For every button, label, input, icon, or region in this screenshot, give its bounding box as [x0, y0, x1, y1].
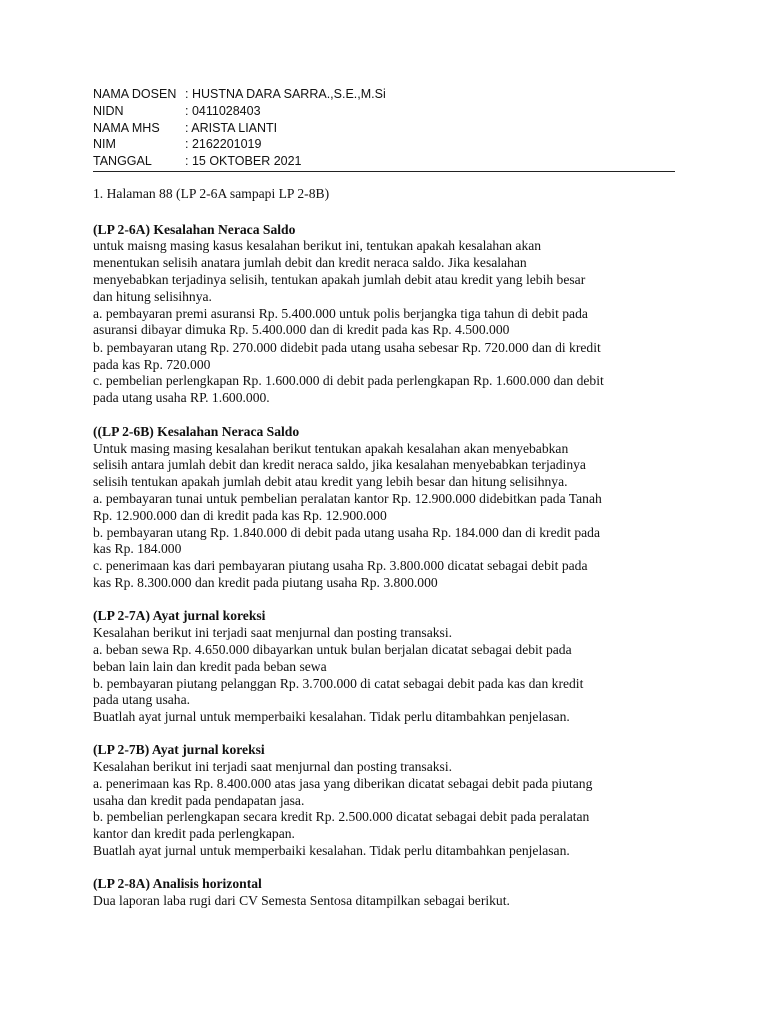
paragraph-line: selisih tentukan apakah jumlah debit atau kredit yang lebih besar dan hitung selisihnya. [93, 474, 568, 489]
paragraph-line: menentukan selisih anatara jumlah debit dan kredit neraca saldo. Jika kesalahan [93, 255, 527, 270]
info-row-dosen [93, 86, 675, 103]
paragraph-line: pada kas Rp. 720.000 [93, 357, 211, 372]
paragraph-line: Rp. 12.900.000 dan di kredit pada kas Rp. 12.900.000 [93, 508, 387, 523]
paragraph-line: Dua laporan laba rugi dari CV Semesta Sentosa ditampilkan sebagai berikut. [93, 893, 510, 908]
paragraph-line: kas Rp. 8.300.000 dan kredit pada piutang usaha Rp. 3.800.000 [93, 575, 438, 590]
info-value: : HUSTNA DARA SARRA.,S.E.,M.Si [185, 87, 386, 101]
intro-line: 1. Halaman 88 (LP 2-6A sampapi LP 2-8B) [93, 186, 330, 201]
paragraph-line: selisih antara jumlah debit dan kredit neraca saldo, jika kesalahan menyebabkan terjadinya [93, 457, 586, 472]
info-label: NAMA DOSEN [93, 87, 177, 101]
section-title: (LP 2-6A) Kesalahan Neraca Saldo [93, 222, 296, 237]
section-title: (LP 2-8A) Analisis horizontal [93, 876, 262, 891]
info-row-mhs [93, 120, 675, 137]
paragraph-line: Kesalahan berikut ini terjadi saat menjurnal dan posting transaksi. [93, 759, 452, 774]
paragraph-line: pada utang usaha RP. 1.600.000. [93, 390, 270, 405]
paragraph-line: kas Rp. 184.000 [93, 541, 182, 556]
paragraph-line: b. pembayaran utang Rp. 1.840.000 di debit pada utang usaha Rp. 184.000 dan di kredit pada [93, 525, 601, 540]
info-label: TANGGAL [93, 154, 152, 169]
paragraph-line: c. penerimaan kas dari pembayaran piutang usaha Rp. 3.800.000 dicatat sebagai debit pada [93, 558, 588, 573]
header-divider [93, 171, 675, 172]
paragraph-line: a. pembayaran premi asuransi Rp. 5.400.000 untuk polis berjangka tiga tahun di debit pada [93, 306, 588, 321]
paragraph-line: c. pembelian perlengkapan Rp. 1.600.000 di debit pada perlengkapan Rp. 1.600.000 dan debit [93, 373, 604, 388]
info-value: : 0411028403 [185, 103, 261, 118]
paragraph-line: asuransi dibayar dimuka Rp. 5.400.000 dan di kredit pada kas Rp. 4.500.000 [93, 322, 510, 337]
info-value: : 15 OKTOBER 2021 [185, 154, 302, 169]
paragraph-line: b. pembayaran piutang pelanggan Rp. 3.700.000 di catat sebagai debit pada kas dan kredit [93, 676, 584, 691]
paragraph-line: b. pembayaran utang Rp. 270.000 didebit pada utang usaha sebesar Rp. 720.000 dan di kredit [93, 340, 601, 355]
info-label: NIDN [93, 103, 124, 118]
info-row-tanggal [93, 153, 675, 170]
paragraph-line: a. penerimaan kas Rp. 8.400.000 atas jasa yang diberikan dicatat sebagai debit pada piutang [93, 776, 593, 791]
paragraph-line: usaha dan kredit pada pendapatan jasa. [93, 793, 305, 808]
paragraph-line: dan hitung selisihnya. [93, 289, 212, 304]
paragraph-line: Buatlah ayat jurnal untuk memperbaiki kesalahan. Tidak perlu ditambahkan penjelasan. [93, 709, 570, 724]
paragraph-line: a. beban sewa Rp. 4.650.000 dibayarkan untuk bulan berjalan dicatat sebagai debit pada [93, 642, 572, 657]
info-value: : 2162201019 [185, 137, 262, 152]
info-row-nim [93, 136, 675, 153]
paragraph-line: untuk maisng masing kasus kesalahan berikut ini, tentukan apakah kesalahan akan [93, 238, 542, 253]
paragraph-line: Untuk masing masing kesalahan berikut tentukan apakah kesalahan akan menyebabkan [93, 441, 569, 456]
section-title: ((LP 2-6B) Kesalahan Neraca Saldo [93, 424, 300, 439]
paragraph-line: b. pembelian perlengkapan secara kredit Rp. 2.500.000 dicatat sebagai debit pada peralatan [93, 809, 590, 824]
paragraph-line: Buatlah ayat jurnal untuk memperbaiki kesalahan. Tidak perlu ditambahkan penjelasan. [93, 843, 570, 858]
info-row-nidn [93, 103, 675, 120]
section-title: (LP 2-7B) Ayat jurnal koreksi [93, 742, 265, 757]
info-label: NIM [93, 137, 116, 152]
paragraph-line: a. pembayaran tunai untuk pembelian peralatan kantor Rp. 12.900.000 didebitkan pada Tanah [93, 491, 602, 506]
paragraph-line: menyebabkan terjadinya selisih, tentukan apakah jumlah debit atau kredit yang lebih besar [93, 272, 586, 287]
paragraph-line: pada utang usaha. [93, 692, 191, 707]
paragraph-line: beban lain lain dan kredit pada beban sewa [93, 659, 327, 674]
info-value: : ARISTA LIANTI [185, 120, 278, 135]
paragraph-line: Kesalahan berikut ini terjadi saat menjurnal dan posting transaksi. [93, 625, 452, 640]
info-label: NAMA MHS [93, 120, 160, 135]
section-title: (LP 2-7A) Ayat jurnal koreksi [93, 608, 266, 623]
student-info-header [93, 86, 675, 170]
paragraph-line: kantor dan kredit pada perlengkapan. [93, 826, 295, 841]
